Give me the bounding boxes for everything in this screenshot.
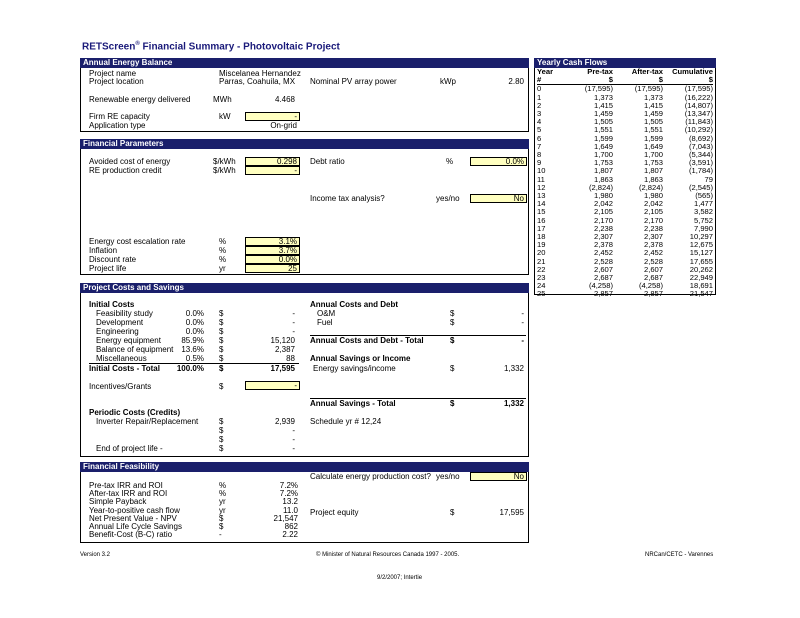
annual-total-cur: $ [450,336,455,345]
feasibility-unit: yr [219,497,226,507]
table-row [537,249,713,257]
aftertax-cell: 1,753 [643,158,663,168]
fuel-label: Fuel [317,318,333,327]
pretax-cell: 2,452 [593,248,613,258]
table-row [537,282,713,290]
pretax-cell: 2,607 [593,264,613,274]
table-row [537,200,713,208]
inverter-label: Inverter Repair/Replacement [96,417,199,426]
pretax-cell: 1,649 [593,141,613,151]
cumulative-cell: 7,990 [693,223,713,233]
date-label: 9/2/2007; Intertie [377,575,423,581]
feasibility-value: 13.2 [282,497,298,507]
feasibility-value: 2.22 [282,530,298,540]
aftertax-cell: (2,824) [638,182,663,192]
year-cell: 24 [537,281,546,291]
pretax-cell: 2,857 [593,289,613,299]
cumulative-cell: (17,595) [684,84,713,94]
aftertax-cell: 1,373 [643,92,663,102]
pretax-cell: (2,824) [588,182,613,192]
aftertax-cell: (17,595) [634,84,663,94]
end-of-life-label: End of project life - [96,444,163,453]
year-cell: 5 [537,125,542,135]
pv-power-value: 2.80 [508,77,524,86]
om-cur: $ [450,309,455,318]
year-cell: 18 [537,232,546,242]
cumulative-cell: 20,262 [689,264,713,274]
table-row [537,176,713,184]
cumulative-cell: 12,675 [689,240,713,250]
feasibility-label: Benefit-Cost (B-C) ratio [89,530,173,540]
col-aftertax-header: After-tax [631,67,663,76]
annual-energy-header: Annual Energy Balance [80,58,529,68]
application-type-label: Application type [89,121,146,130]
initial-cost-label: Miscellaneous [96,354,147,363]
col-year-sub: # [537,75,542,85]
project-location-label: Project location [89,77,144,86]
debt-ratio-value[interactable]: 0.0% [470,157,527,166]
calc-cost-value[interactable]: No [470,472,527,481]
initial-cost-pct: 0.0% [185,327,204,336]
avoided-cost-label: Avoided cost of energy [89,157,171,166]
feasibility-value: 21,547 [273,513,298,523]
year-cell: 8 [537,150,542,160]
table-row [537,241,713,249]
table-row [537,192,713,200]
savings-total-val: 1,332 [503,399,524,408]
pretax-cell: 1,980 [593,191,613,201]
table-row [537,266,713,274]
table-row [537,135,713,143]
table-row [537,225,713,233]
project-life-value[interactable]: 25 [245,264,300,273]
year-cell: 21 [537,256,546,266]
costs-header: Project Costs and Savings [80,283,529,293]
financial-params-header: Financial Parameters [80,139,529,149]
periodic-blank1-val: - [292,426,295,435]
year-cell: 7 [537,141,542,151]
aftertax-cell: 2,170 [643,215,663,225]
pretax-cell: 1,753 [593,158,613,168]
table-row [537,126,713,134]
aftertax-cell: 1,505 [643,117,663,127]
discount-value[interactable]: 0.0% [245,255,300,264]
year-cell: 9 [537,158,542,168]
aftertax-cell: 2,857 [643,289,663,299]
aftertax-cell: 1,649 [643,141,663,151]
aftertax-cell: 1,551 [643,125,663,135]
escalation-label: Energy cost escalation rate [89,237,186,246]
periodic-costs-title: Periodic Costs (Credits) [89,408,181,417]
feasibility-unit: $ [219,522,224,531]
cumulative-cell: (11,843) [685,117,713,127]
feasibility-label: Simple Payback [89,497,147,507]
aftertax-cell: 2,452 [643,248,663,258]
initial-cost-val: 15,120 [270,336,295,345]
aftertax-cell: (4,258) [638,281,663,291]
avoided-cost-value[interactable]: 0.298 [245,157,300,166]
aftertax-cell: 1,980 [643,191,663,201]
pretax-cell: 1,551 [593,125,613,135]
pretax-cell: 1,863 [593,174,613,184]
initial-cost-cur: $ [219,327,224,336]
cumulative-cell: (14,807) [684,100,713,110]
project-equity-label: Project equity [310,508,359,517]
aftertax-cell: 1,700 [643,150,663,160]
cash-flows-header: Yearly Cash Flows [534,58,716,68]
pretax-cell: 1,459 [593,109,613,119]
feasibility-unit: % [219,489,227,499]
initial-costs-title: Initial Costs [89,300,135,309]
fuel-cur: $ [450,318,455,327]
initial-cost-val: 88 [286,354,295,363]
col-pretax-header: Pre-tax [587,67,613,76]
feasibility-value: 7.2% [279,481,298,490]
firm-capacity-unit: kW [219,112,231,121]
annual-savings-title: Annual Savings or Income [310,354,411,363]
cumulative-cell: 22,949 [689,273,713,283]
initial-total-val: 17,595 [270,364,295,373]
initial-cost-val: - [292,309,295,318]
re-credit-label: RE production credit [89,166,162,175]
pretax-cell: 2,238 [593,223,613,233]
feasibility-value: 7.2% [279,489,298,499]
year-cell: 10 [537,166,546,176]
table-row [537,143,713,151]
aftertax-cell: 1,599 [643,133,663,143]
aftertax-cell: 1,807 [643,166,663,176]
cumulative-cell: 15,127 [689,248,713,258]
feasibility-unit: % [219,481,227,490]
initial-cost-label: Balance of equipment [96,345,174,354]
initial-cost-label: Development [96,318,144,327]
aftertax-cell: 2,687 [643,273,663,283]
end-of-life-val: - [292,444,295,453]
pretax-cell: 2,378 [593,240,613,250]
cumulative-cell: 79 [704,174,713,184]
project-equity-val: 17,595 [499,508,524,517]
incentives-cur: $ [219,382,224,391]
pretax-cell: 2,105 [593,207,613,217]
feasibility-label: Year-to-positive cash flow [89,505,180,515]
initial-cost-pct: 0.5% [185,354,204,363]
calc-cost-unit: yes/no [436,472,460,481]
year-cell: 6 [537,133,542,143]
table-row [537,167,713,175]
initial-cost-pct: 0.0% [185,309,204,318]
pretax-cell: 1,807 [593,166,613,176]
year-cell: 17 [537,223,546,233]
om-label: O&M [317,309,336,318]
year-cell: 19 [537,240,546,250]
inverter-val: 2,939 [274,417,295,426]
feasibility-unit: $ [219,513,224,523]
table-row [537,184,713,192]
project-life-label: Project life [89,264,127,273]
initial-cost-label: Energy equipment [96,336,161,345]
firm-capacity-value[interactable]: - [245,112,300,121]
year-cell: 22 [537,264,546,274]
inflation-unit: % [219,246,227,255]
pv-power-label: Nominal PV array power [310,77,397,86]
project-life-unit: yr [219,264,226,273]
periodic-blank2-cur: $ [219,435,224,444]
aftertax-cell: 1,863 [643,174,663,184]
cumulative-cell: 21,547 [689,289,713,299]
cumulative-cell: 3,582 [693,207,713,217]
aftertax-cell: 1,415 [643,100,663,110]
re-credit-unit: $/kWh [213,166,236,175]
col-cumulative-header: Cumulative [672,67,713,76]
feasibility-value: 11.0 [283,505,298,515]
escalation-unit: % [219,237,227,246]
year-cell: 16 [537,215,546,225]
aftertax-cell: 2,042 [643,199,663,209]
pretax-cell: 1,415 [593,100,613,110]
re-credit-value[interactable]: - [245,166,300,175]
feasibility-header: Financial Feasibility [80,462,529,472]
feasibility-label: After-tax IRR and ROI [89,489,168,499]
inverter-cur: $ [219,417,224,426]
year-cell: 4 [537,117,542,127]
escalation-value[interactable]: 3.1% [245,237,300,246]
year-cell: 14 [537,199,546,209]
feasibility-unit: - [219,530,222,540]
periodic-blank1-cur: $ [219,426,224,435]
cumulative-cell: 18,691 [689,281,713,291]
year-cell: 11 [537,174,545,184]
table-row [537,274,713,282]
inflation-label: Inflation [89,246,118,255]
renewable-label: Renewable energy delivered [89,95,191,104]
table-row [537,233,713,241]
avoided-cost-unit: $/kWh [213,157,236,166]
debt-ratio-label: Debt ratio [310,157,345,166]
aftertax-cell: 2,528 [643,256,663,266]
cumulative-cell: (5,344) [688,150,713,160]
om-val: - [521,309,524,318]
renewable-unit: MWh [213,95,232,104]
cumulative-cell: (1,784) [688,166,713,176]
initial-total-label: Initial Costs - Total [89,364,160,373]
aftertax-cell: 2,607 [643,264,663,274]
inflation-value[interactable]: 3.7% [245,246,300,255]
renewable-value: 4.468 [274,95,295,104]
table-row [537,208,713,216]
table-row [537,159,713,167]
year-cell: 0 [537,84,542,94]
pretax-cell: 2,042 [593,199,613,209]
initial-cost-cur: $ [219,336,224,345]
year-cell: 1 [537,92,542,102]
feasibility-unit: yr [219,505,226,515]
calc-cost-label: Calculate energy production cost? [310,472,431,481]
periodic-blank2-val: - [292,435,295,444]
pretax-cell: 1,373 [593,92,613,102]
aftertax-cell: 2,307 [643,232,663,242]
col-cumulative-sub: $ [708,75,713,85]
project-name-label: Project name [89,69,137,78]
schedule-label: Schedule yr # 12,24 [310,417,382,426]
cash-flows-table [537,68,713,299]
savings-total-cur: $ [450,399,455,408]
pv-power-unit: kWp [440,77,456,86]
cumulative-cell: (10,292) [684,125,713,135]
initial-total-cur: $ [219,364,224,373]
table-row [537,151,713,159]
initial-cost-pct: 13.6% [181,345,204,354]
year-cell: 15 [537,207,546,217]
feasibility-label: Annual Life Cycle Savings [89,522,182,531]
initial-cost-cur: $ [219,345,224,354]
application-type-value: On-grid [270,121,297,130]
firm-capacity-label: Firm RE capacity [89,112,150,121]
cumulative-cell: (3,591) [688,158,713,168]
incentives-label: Incentives/Grants [89,382,152,391]
discount-unit: % [219,255,227,264]
income-tax-label: Income tax analysis? [310,194,385,203]
initial-cost-val: - [292,318,295,327]
feasibility-label: Net Present Value - NPV [89,513,177,523]
version-label: Version 3.2 [80,552,111,558]
project-equity-cur: $ [450,508,455,517]
year-cell: 23 [537,273,546,283]
income-tax-unit: yes/no [436,194,460,203]
initial-cost-label: Feasibility study [96,309,153,318]
initial-total-pct: 100.0% [176,364,204,373]
project-location-value: Parras, Coahuila, MX [219,77,296,86]
col-year-header: Year [537,67,554,76]
energy-savings-val: 1,332 [503,364,524,373]
cumulative-cell: (7,043) [688,141,713,151]
incentives-value[interactable]: - [245,381,300,390]
pretax-cell: 1,505 [593,117,613,127]
initial-cost-label: Engineering [96,327,139,336]
pretax-cell: 2,687 [593,273,613,283]
org-label: NRCan/CETC - Varennes [645,552,714,558]
col-aftertax-sub: $ [658,75,663,85]
aftertax-cell: 1,459 [643,109,663,119]
aftertax-cell: 2,378 [643,240,663,250]
aftertax-cell: 2,105 [643,207,663,217]
year-cell: 2 [537,100,542,110]
initial-cost-cur: $ [219,309,224,318]
initial-cost-val: - [292,327,295,336]
cumulative-cell: (565) [695,191,713,201]
cumulative-cell: 1,477 [693,199,713,209]
cumulative-cell: 17,655 [689,256,713,266]
cumulative-cell: 10,297 [689,232,713,242]
table-row [537,290,713,298]
cumulative-cell: (13,347) [684,109,713,119]
cumulative-cell: (16,222) [684,92,713,102]
pretax-cell: 1,700 [593,150,613,160]
year-cell: 12 [537,182,546,192]
pretax-cell: 2,307 [593,232,613,242]
debt-ratio-unit: % [446,157,454,166]
fuel-val: - [521,318,524,327]
year-cell: 13 [537,191,546,201]
cumulative-cell: 5,752 [693,215,713,225]
initial-cost-pct: 0.0% [185,318,204,327]
year-cell: 25 [537,289,546,299]
cumulative-cell: (8,692) [688,133,713,143]
initial-cost-cur: $ [219,318,224,327]
energy-savings-cur: $ [450,364,455,373]
pretax-cell: 2,528 [593,256,613,266]
table-row [537,258,713,266]
page-title: RETScreen® Financial Summary - Photovoltaic Project [82,41,340,53]
pretax-cell: (17,595) [584,84,613,94]
aftertax-cell: 2,238 [643,223,663,233]
pretax-cell: (4,258) [588,281,613,291]
copyright-label: © Minister of Natural Resources Canada 1997 - 2005. [316,552,460,558]
cumulative-cell: (2,545) [688,182,713,192]
annual-total-val: - [521,336,524,345]
project-name-value: Miscelanea Hernandez [219,69,301,78]
annual-total-label: Annual Costs and Debt - Total [310,336,424,345]
pretax-cell: 2,170 [593,215,613,225]
savings-total-label: Annual Savings - Total [310,399,396,408]
feasibility-value: 862 [284,522,298,531]
initial-cost-val: 2,387 [274,345,295,354]
pretax-cell: 1,599 [593,133,613,143]
end-of-life-cur: $ [219,444,224,453]
initial-cost-cur: $ [219,354,224,363]
energy-savings-label: Energy savings/income [313,364,396,373]
discount-label: Discount rate [89,255,137,264]
feasibility-label: Pre-tax IRR and ROI [89,481,163,490]
year-cell: 20 [537,248,546,258]
col-pretax-sub: $ [608,75,613,85]
income-tax-value[interactable]: No [470,194,527,203]
year-cell: 3 [537,109,542,119]
table-row [537,217,713,225]
annual-costs-title: Annual Costs and Debt [310,300,399,309]
initial-cost-pct: 85.9% [181,336,204,345]
